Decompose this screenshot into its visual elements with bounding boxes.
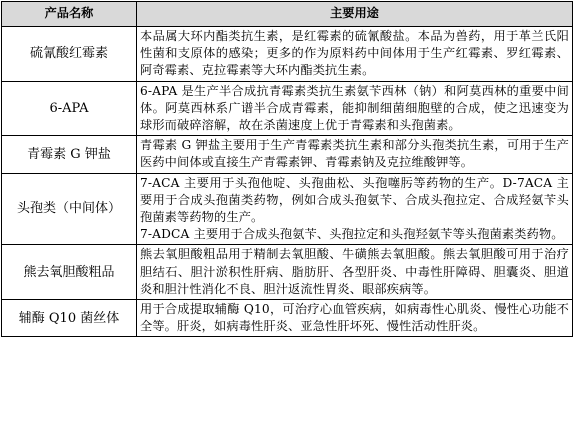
product-use xyxy=(137,300,573,337)
use-paragraph: 青霉素 G 钾盐主要用于生产青霉素类抗生素和部分头孢类抗生素，可用于生产医药中间体或直接生产青霉素钾、青霉素钠及克拉维酸钾等。 xyxy=(140,138,569,170)
table-header-row xyxy=(2,2,573,27)
use-paragraph: 7-ACA 主要用于头孢他啶、头孢曲松、头孢噻肟等药物的生产。D-7ACA 主要用于合成头孢菌类药物，例如合成头孢氨苄、合成头孢拉定、合成羟氨苄头孢菌素等药物的生产。 xyxy=(140,175,569,225)
product-use xyxy=(137,136,573,173)
product-name: 头孢类（中间体） xyxy=(2,173,137,245)
product-name: 6-APA xyxy=(2,81,137,136)
product-use-table xyxy=(1,1,573,337)
table-row xyxy=(2,245,573,300)
product-name: 辅酶 Q10 菌丝体 xyxy=(2,300,137,337)
header-product-name: 产品名称 xyxy=(2,2,137,27)
use-paragraph: 6-APA 是生产半合成抗青霉素类抗生素氨苄西林（钠）和阿莫西林的重要中间体。阿莫西林系广谱半合成青霉素，能抑制细菌细胞壁的合成，使之迅速变为球形而破碎溶解，故在杀菌速度上优于青霉素和头孢菌素。 xyxy=(140,83,569,133)
product-name: 青霉素 G 钾盐 xyxy=(2,136,137,173)
table-row xyxy=(2,173,573,245)
table-row xyxy=(2,300,573,337)
table-row xyxy=(2,136,573,173)
use-paragraph: 熊去氧胆酸粗品用于精制去氧胆酸、牛磺熊去氧胆酸。熊去氧胆酸可用于治疗胆结石、胆汁淤积性肝病、脂肪肝、各型肝炎、中毒性肝障碍、胆囊炎、胆道炎和胆汁性消化不良、胆汁返流性胃炎、眼部疾病等。 xyxy=(140,247,569,296)
table-row xyxy=(2,81,573,136)
header-main-use: 主要用途 xyxy=(137,2,573,27)
use-paragraph: 7-ADCA 主要用于合成头孢氨苄、头孢拉定和头孢羟氨苄等头孢菌素类药物。 xyxy=(140,227,564,242)
use-paragraph: 本品属大环内酯类抗生素，是红霉素的硫氰酸盐。本品为兽药，用于革兰氏阳性菌和支原体的感染；更多的作为原料药中间体用于生产红霉素、罗红霉素、阿奇霉素、克拉霉素等大环内酯类抗生素。 xyxy=(140,29,569,78)
product-name: 熊去氧胆酸粗品 xyxy=(2,245,137,300)
product-use xyxy=(137,81,573,136)
product-use xyxy=(137,173,573,245)
product-use xyxy=(137,27,573,82)
product-name: 硫氰酸红霉素 xyxy=(2,27,137,82)
use-paragraph: 用于合成提取辅酶 Q10，可治疗心血管疾病，如病毒性心肌炎、慢性心功能不全等。肝炎，如病毒性肝炎、亚急性肝坏死、慢性活动性肝炎。 xyxy=(140,302,569,334)
product-use xyxy=(137,245,573,300)
table-row xyxy=(2,27,573,82)
